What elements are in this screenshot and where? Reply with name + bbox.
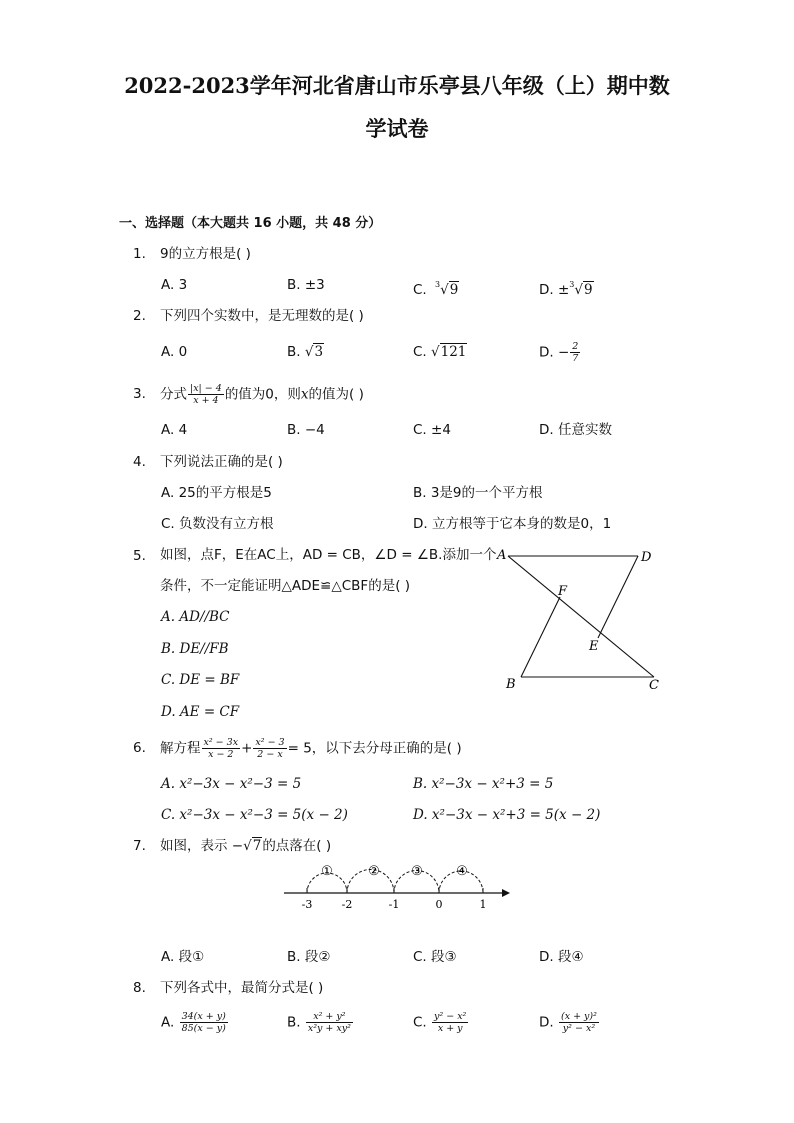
question-number: 1. — [133, 246, 146, 262]
option-d[interactable]: D. ±$^3$√9 — [539, 280, 593, 298]
question-number: 5. — [133, 548, 146, 564]
section-heading: 一、选择题（本大题共 16 小题，共 48 分） — [119, 216, 382, 231]
option-c[interactable]: C. √121 — [413, 344, 467, 360]
option-d[interactable]: D. 立方根等于它本身的数是0，1 — [413, 516, 612, 532]
tick-label: -3 — [301, 898, 313, 910]
question-text: 下列说法正确的是( ) — [160, 454, 283, 470]
question-number: 2. — [133, 308, 146, 324]
option-a[interactable]: A. $\frac{34(x + y)}{85(x - y)}$ — [161, 1011, 226, 1034]
tick-label: 0 — [435, 898, 443, 910]
question-text: 解方程 $\frac{\text{x² − 3x}}{x - 2}$ + $\frac{\text{x² − 3}}{2 - x}$ = 5，以下去分母正确的是( ) — [160, 737, 462, 760]
page-title-line2: 学试卷 — [365, 116, 429, 141]
segment-label-1: ① — [321, 864, 333, 879]
option-b[interactable]: B. 段② — [287, 949, 331, 965]
option-c[interactable]: C. 段③ — [413, 949, 457, 965]
tick-label: 1 — [479, 898, 487, 910]
question-number: 3. — [133, 386, 146, 402]
geometry-figure — [490, 540, 670, 700]
option-b[interactable]: B. ±3 — [287, 277, 325, 293]
question-number: 8. — [133, 980, 146, 996]
question-number: 4. — [133, 454, 146, 470]
option-c[interactable]: C. ±4 — [413, 422, 451, 438]
question-text-line2: 条件，不一定能证明△ADE≌△CBF的是( ) — [160, 578, 411, 594]
label-c: C — [649, 678, 659, 693]
option-c[interactable]: C. x²−3x − x²−3 = 5(x − 2) — [161, 807, 348, 823]
option-d[interactable]: D. − $\frac{2}{7}$ — [539, 341, 579, 364]
question-number: 6. — [133, 740, 146, 756]
segment-label-3: ③ — [411, 864, 423, 879]
option-a[interactable]: A. 3 — [161, 277, 188, 293]
option-b[interactable]: B. $\frac{\text{x² + y²}}{\text{x²y + xy²}}$ — [287, 1011, 351, 1034]
label-f: F — [558, 584, 568, 599]
tick-label: -2 — [341, 898, 353, 910]
option-b[interactable]: B. DE//FB — [161, 641, 229, 657]
question-text: 9的立方根是( ) — [160, 246, 251, 262]
option-a[interactable]: A. AD//BC — [161, 609, 230, 625]
option-c[interactable]: C. $^3$√9 — [413, 280, 459, 298]
option-d[interactable]: D. x²−3x − x²+3 = 5(x − 2) — [413, 807, 601, 823]
option-d[interactable]: D. $\frac{\text{(x + y)²}}{\text{y² − x²}}$ — [539, 1011, 597, 1034]
option-a[interactable]: A. 段① — [161, 949, 205, 965]
label-d: D — [641, 550, 652, 565]
option-a[interactable]: A. x²−3x − x²−3 = 5 — [161, 776, 302, 792]
option-a[interactable]: A. 4 — [161, 422, 188, 438]
option-c[interactable]: C. DE = BF — [161, 672, 240, 688]
question-text: 如图，表示 −√7的点落在( ) — [160, 838, 332, 854]
question-text: 下列各式中，最简分式是( ) — [160, 980, 324, 996]
question-text: 下列四个实数中，是无理数的是( ) — [160, 308, 364, 324]
option-b[interactable]: B. √3 — [287, 344, 324, 360]
option-d[interactable]: D. 任意实数 — [539, 422, 612, 438]
segment-label-2: ② — [368, 864, 380, 879]
option-b[interactable]: B. 3是9的一个平方根 — [413, 485, 543, 501]
question-text: 分式 $\frac{|x| - 4}{x + 4}$ 的值为0，则x的值为( ) — [160, 383, 364, 406]
option-a[interactable]: A. 0 — [161, 344, 188, 360]
option-c[interactable]: C. $\frac{\text{y² − x²}}{x + y}$ — [413, 1011, 467, 1034]
label-e: E — [589, 639, 599, 654]
option-d[interactable]: D. AE = CF — [161, 704, 240, 720]
page-title: 2022-2023学年河北省唐山市乐亭县八年级（上）期中数 — [124, 73, 670, 98]
label-a: A — [497, 548, 507, 563]
option-d[interactable]: D. 段④ — [539, 949, 584, 965]
option-b[interactable]: B. −4 — [287, 422, 325, 438]
tick-label: -1 — [388, 898, 400, 910]
question-number: 7. — [133, 838, 146, 854]
option-a[interactable]: A. 25的平方根是5 — [161, 485, 272, 501]
question-text-line1: 如图，点F，E在AC上，AD = CB，∠D = ∠B.添加一个 — [160, 547, 497, 563]
number-line — [278, 858, 518, 910]
option-c[interactable]: C. 负数没有立方根 — [161, 516, 274, 532]
label-b: B — [506, 677, 516, 692]
option-b[interactable]: B. x²−3x − x²+3 = 5 — [413, 776, 554, 792]
segment-label-4: ④ — [456, 864, 468, 879]
